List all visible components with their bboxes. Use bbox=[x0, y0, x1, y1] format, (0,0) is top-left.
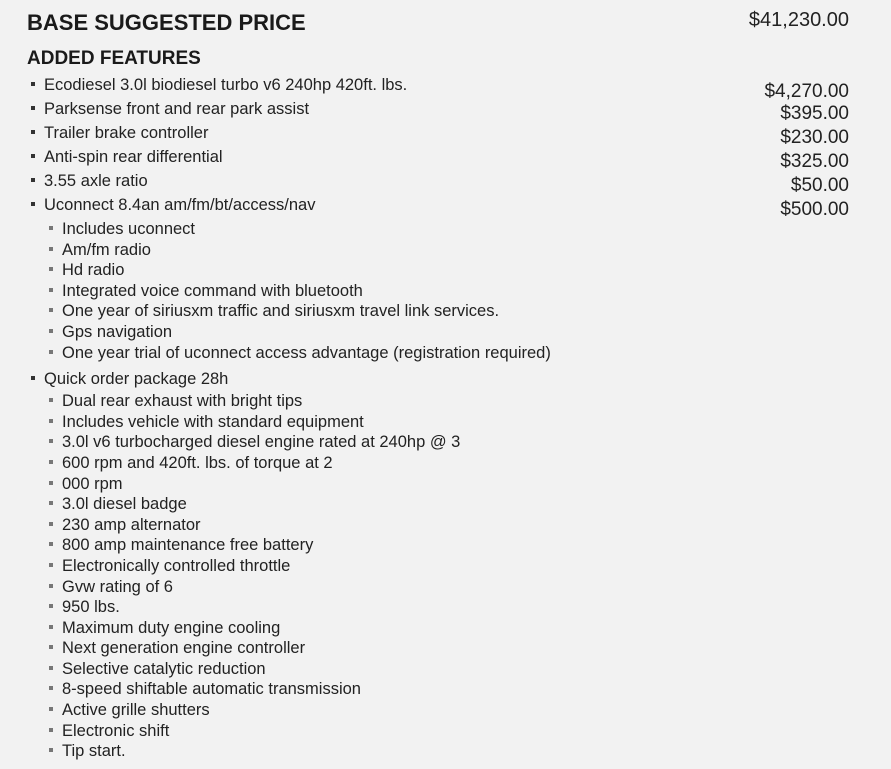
sub-item-label: One year trial of uconnect access advantage (registration required) bbox=[62, 343, 551, 362]
bullet-icon bbox=[49, 308, 53, 312]
feature-price: $230.00 bbox=[780, 127, 849, 148]
bullet-icon bbox=[49, 419, 53, 423]
sub-item-label: Includes uconnect bbox=[62, 220, 196, 238]
sub-item-label: One year of siriusxm traffic and siriusxm travel link services. bbox=[62, 302, 500, 321]
sub-list-item bbox=[31, 742, 849, 763]
sub-list-item bbox=[31, 392, 849, 413]
sub-list-item bbox=[31, 578, 849, 599]
bullet-icon bbox=[49, 226, 53, 230]
uconnect-includes-list bbox=[31, 220, 849, 364]
sub-item-label: Am/fm radio bbox=[62, 240, 151, 259]
feature-label: Parksense front and rear park assist bbox=[44, 100, 310, 118]
sub-item-label: 230 amp alternator bbox=[62, 515, 201, 534]
bullet-icon bbox=[49, 748, 53, 752]
bullet-icon bbox=[31, 106, 35, 110]
sub-list-item bbox=[31, 536, 849, 557]
bullet-icon bbox=[49, 247, 53, 251]
sub-list-item bbox=[31, 454, 849, 475]
sub-list-item bbox=[31, 660, 849, 681]
feature-label: Trailer brake controller bbox=[44, 124, 209, 142]
bullet-icon bbox=[49, 542, 53, 546]
bullet-icon bbox=[31, 202, 35, 206]
sub-list-item bbox=[31, 413, 849, 434]
sub-item-label: 950 lbs. bbox=[62, 598, 120, 617]
feature-price: $395.00 bbox=[780, 103, 849, 124]
sub-item-label: Includes vehicle with standard equipment bbox=[62, 412, 364, 431]
bullet-icon bbox=[49, 707, 53, 711]
bullet-icon bbox=[49, 584, 53, 588]
bullet-icon bbox=[49, 460, 53, 464]
feature-item bbox=[31, 76, 849, 100]
sub-item-label: Next generation engine controller bbox=[62, 639, 306, 658]
feature-item bbox=[31, 124, 849, 148]
sub-list-item bbox=[31, 639, 849, 660]
feature-label: Quick order package 28h bbox=[44, 370, 229, 389]
sub-item-label: Selective catalytic reduction bbox=[62, 659, 266, 678]
sub-list-item bbox=[31, 722, 849, 743]
feature-label: Anti-spin rear differential bbox=[44, 148, 223, 166]
sub-item-label: Dual rear exhaust with bright tips bbox=[62, 392, 303, 411]
base-price-label: BASE SUGGESTED PRICE bbox=[27, 10, 306, 35]
feature-item bbox=[31, 100, 849, 124]
sub-list-item bbox=[31, 701, 849, 722]
bullet-icon bbox=[49, 481, 53, 485]
sub-item-label: 8-speed shiftable automatic transmission bbox=[62, 680, 361, 699]
sub-list-item bbox=[31, 261, 849, 282]
feature-label: Ecodiesel 3.0l biodiesel turbo v6 240hp 420ft. lbs. bbox=[44, 76, 408, 94]
feature-item bbox=[31, 148, 849, 172]
bullet-icon bbox=[49, 563, 53, 567]
sub-list-item bbox=[31, 475, 849, 496]
sub-item-label: Integrated voice command with bluetooth bbox=[62, 281, 363, 300]
added-features-list bbox=[31, 76, 849, 763]
bullet-icon bbox=[49, 728, 53, 732]
bullet-icon bbox=[31, 82, 35, 86]
sub-list-item bbox=[31, 241, 849, 262]
sub-item-label: Maximum duty engine cooling bbox=[62, 618, 281, 637]
bullet-icon bbox=[49, 522, 53, 526]
bullet-icon bbox=[49, 686, 53, 690]
sub-item-label: Electronic shift bbox=[62, 721, 170, 740]
sub-item-label: Gvw rating of 6 bbox=[62, 577, 173, 596]
sub-item-label: 3.0l v6 turbocharged diesel engine rated at 240hp @ 3 bbox=[62, 433, 461, 452]
sub-item-label: 800 amp maintenance free battery bbox=[62, 536, 314, 555]
sub-list-item bbox=[31, 220, 849, 241]
feature-label: Uconnect 8.4an am/fm/bt/access/nav bbox=[44, 196, 316, 214]
base-price-row bbox=[27, 8, 849, 38]
feature-price: $50.00 bbox=[790, 175, 849, 196]
sub-list-item bbox=[31, 619, 849, 640]
sub-list-item bbox=[31, 495, 849, 516]
bullet-icon bbox=[49, 398, 53, 402]
bullet-icon bbox=[49, 604, 53, 608]
sub-list-item bbox=[31, 282, 849, 303]
sub-item-label: 000 rpm bbox=[62, 474, 123, 493]
bullet-icon bbox=[31, 154, 35, 158]
bullet-icon bbox=[49, 439, 53, 443]
bullet-icon bbox=[49, 288, 53, 292]
quick-order-items-list bbox=[31, 392, 849, 763]
bullet-icon bbox=[49, 666, 53, 670]
bullet-icon bbox=[49, 267, 53, 271]
sub-list-item bbox=[31, 680, 849, 701]
sub-item-label: Hd radio bbox=[62, 261, 125, 280]
bullet-icon bbox=[49, 501, 53, 505]
bullet-icon bbox=[49, 645, 53, 649]
sub-item-label: 3.0l diesel badge bbox=[62, 495, 187, 514]
sub-list-item bbox=[31, 598, 849, 619]
bullet-icon bbox=[49, 329, 53, 333]
sub-list-item bbox=[31, 344, 849, 365]
feature-price: $4,270.00 bbox=[764, 81, 849, 102]
feature-label: 3.55 axle ratio bbox=[44, 172, 148, 190]
quick-order-package bbox=[31, 370, 849, 763]
bullet-icon bbox=[31, 376, 35, 380]
bullet-icon bbox=[49, 350, 53, 354]
sub-list-item bbox=[31, 323, 849, 344]
feature-price: $325.00 bbox=[780, 151, 849, 172]
bullet-icon bbox=[31, 130, 35, 134]
added-features-heading: ADDED FEATURES bbox=[27, 48, 201, 69]
sub-item-label: 600 rpm and 420ft. lbs. of torque at 2 bbox=[62, 453, 333, 472]
sub-list-item bbox=[31, 302, 849, 323]
sub-item-label: Gps navigation bbox=[62, 322, 173, 341]
bullet-icon bbox=[31, 178, 35, 182]
bullet-icon bbox=[49, 625, 53, 629]
sub-item-label: Electronically controlled throttle bbox=[62, 556, 291, 575]
sub-list-item bbox=[31, 433, 849, 454]
base-price-value: $41,230.00 bbox=[748, 9, 849, 31]
sub-list-item bbox=[31, 516, 849, 537]
feature-price: $500.00 bbox=[780, 199, 849, 220]
sub-item-label: Tip start. bbox=[62, 742, 126, 761]
feature-item bbox=[31, 172, 849, 196]
feature-item bbox=[31, 196, 849, 364]
sub-item-label: Active grille shutters bbox=[62, 701, 210, 720]
sub-list-item bbox=[31, 557, 849, 578]
